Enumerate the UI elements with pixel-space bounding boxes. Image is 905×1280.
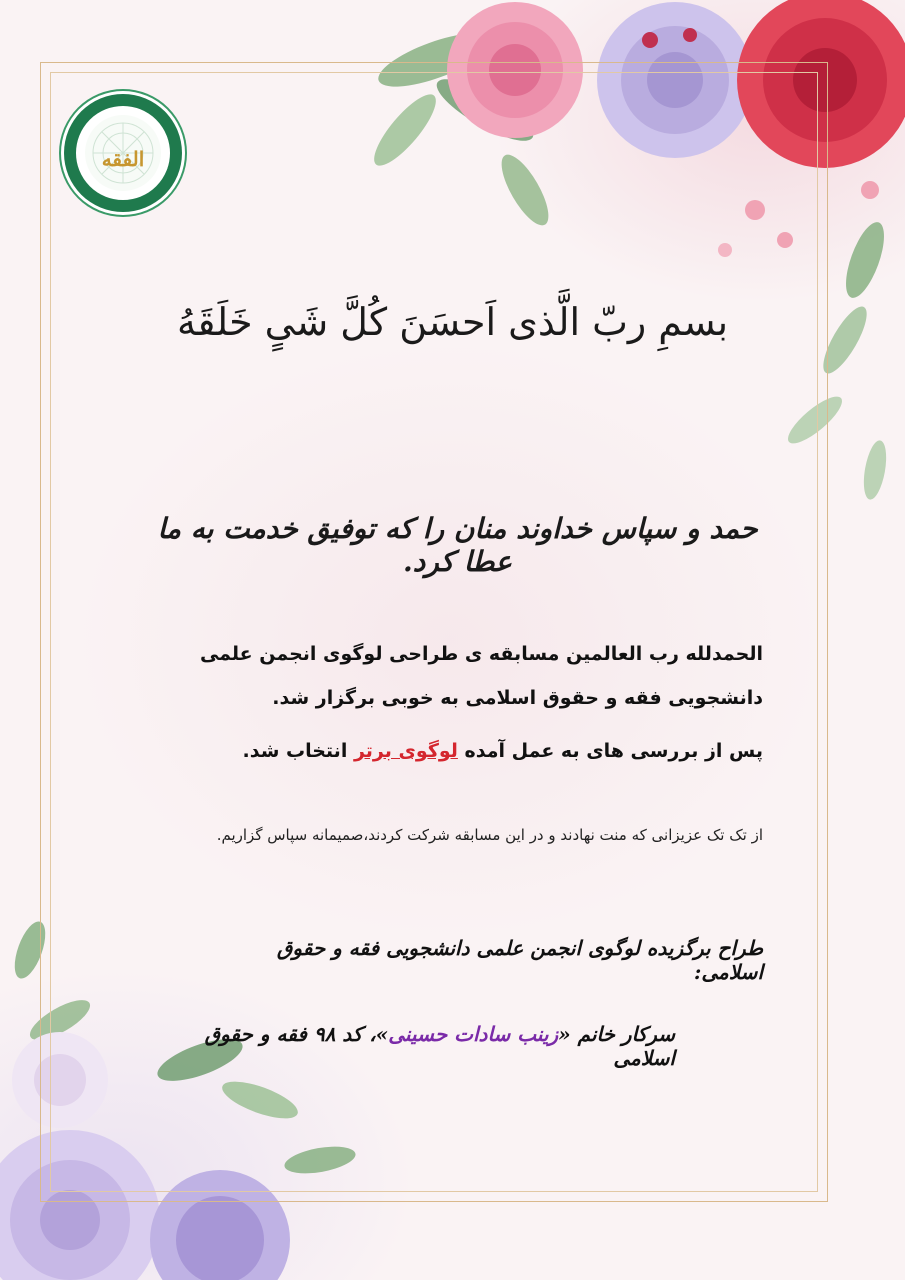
- thanks-line: از تک تک عزیزانی که منت نهادند و در این مسابقه شرکت کردند،صمیمانه سپاس گزاریم.: [216, 826, 763, 844]
- paragraph-selection: [123, 740, 763, 762]
- selection-highlight: لوگوی برتر: [353, 740, 458, 762]
- designer-suffix: »، کد ۹۸ فقه و حقوق اسلامی: [204, 1022, 675, 1070]
- designer-prefix: سرکار خانم «: [558, 1022, 675, 1046]
- paragraph-announcement: الحمدلله رب العالمین مسابقه ی طراحی لوگوی انجمن علمی دانشجویی فقه و حقوق اسلامی به خوبی برگزار شد.: [199, 643, 763, 709]
- association-logo: [68, 98, 178, 208]
- selection-text-before: پس از بررسی های به عمل آمده: [464, 740, 763, 762]
- praise-line: حمد و سپاس خداوند منان را که توفیق خدمت به ما عطا کرد.: [157, 512, 758, 578]
- logo-emblem-icon: [68, 98, 178, 208]
- designer-name: زینب سادات حسینی: [388, 1022, 559, 1046]
- designer-credit: [155, 1022, 675, 1070]
- logo-text: الفقه: [101, 147, 145, 171]
- quran-verse: بسمِ ربّ الَّذی اَحسَنَ کُلَّ شَیٍ خَلَقَهُ: [176, 300, 729, 344]
- selection-text-after: انتخاب شد.: [242, 740, 348, 762]
- designer-title: طراح برگزیده لوگوی انجمن علمی دانشجویی فقه و حقوق اسلامی:: [276, 936, 763, 984]
